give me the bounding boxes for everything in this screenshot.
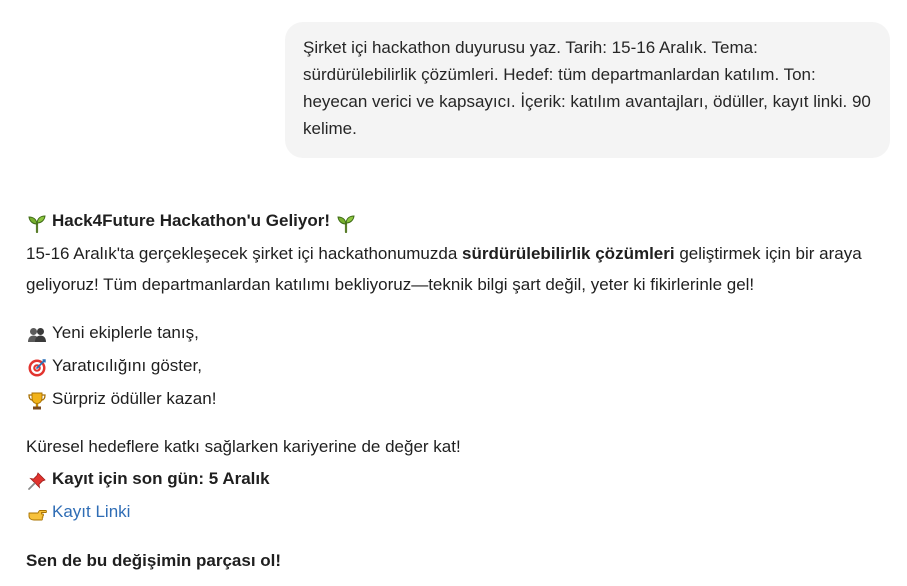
pushpin-icon [26,464,48,496]
deadline-line [26,463,886,496]
intro-paragraph [26,238,886,300]
closing-line: Sen de bu değişimin parçası ol! [26,551,282,570]
benefit-text: Sürpriz ödüller kazan! [52,389,217,408]
target-icon [26,351,48,383]
benefit-item [26,317,886,350]
benefit-item [26,350,886,383]
deadline-text: Kayıt için son gün: 5 Aralık [52,469,270,488]
people-icon [26,318,48,350]
trophy-icon [26,384,48,416]
title-text: Hack4Future Hackathon'u Geliyor! [52,211,331,230]
registration-link[interactable]: Kayıt Linki [52,502,131,521]
intro-text-start: 15-16 Aralık'ta gerçekleşecek şirket içi hackathonumuzda [26,244,463,263]
assistant-response [26,205,886,577]
benefit-text: Yaratıcılığını göster, [52,356,202,375]
intro-highlight: sürdürülebilirlik çözümleri [462,244,675,263]
benefit-item [26,383,886,416]
pointing-hand-icon [26,497,48,529]
user-message-text: Şirket içi hackathon duyurusu yaz. Tarih: 15-16 Aralık. Tema: sürdürülebilirlik çözümleri. Hedef: tüm departmanlardan katılım. Ton: heyecan verici ve kapsayıcı. İçerik: katılım avantajları, ödüller, kayıt linki. 90 kelime. [303,38,871,138]
intro-text-end: geliştirmek için bir araya geliyoruz! Tüm departmanlardan katılımı bekliyoruz—teknik bilgi şart değil, yeter ki fikirlerinle gel! [26,244,862,294]
impact-line: Küresel hedeflere katkı sağlarken kariyerine de değer kat! [26,437,461,456]
benefit-text: Yeni ekiplerle tanış, [52,323,199,342]
seedling-icon [335,206,357,238]
registration-link-line [26,496,886,529]
announcement-title [26,205,886,238]
seedling-icon [26,206,48,238]
user-message-bubble [285,22,890,158]
